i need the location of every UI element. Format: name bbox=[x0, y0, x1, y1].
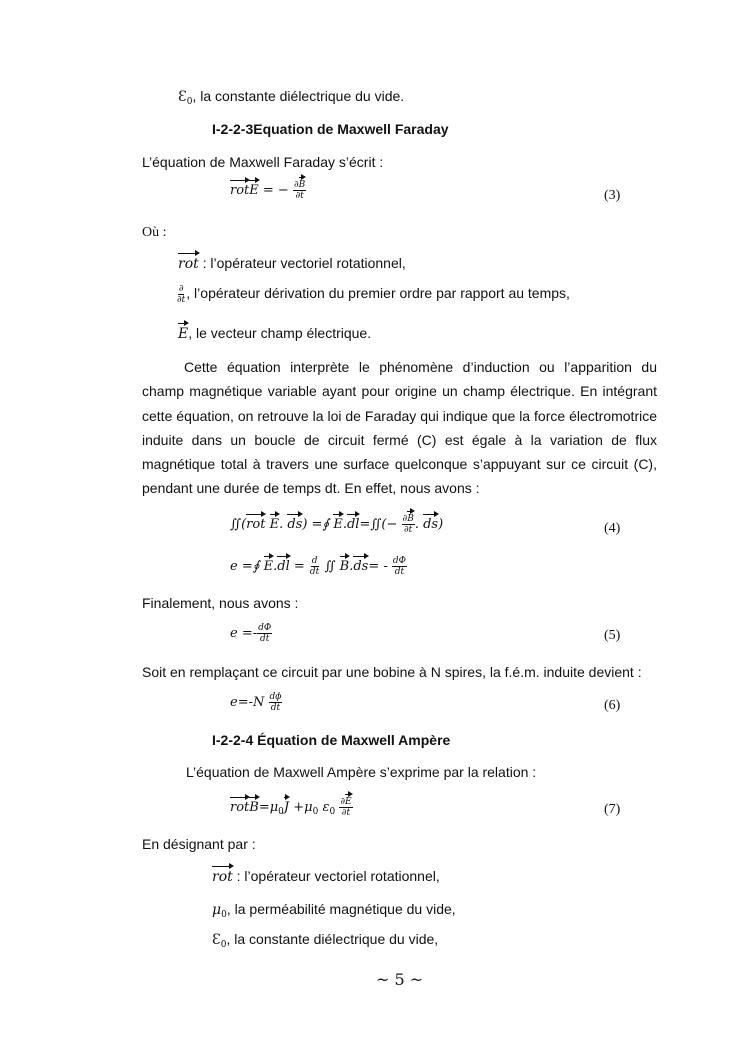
definition2-mu: $\mu_0$, la perméabilité magnétique du vide, bbox=[212, 901, 456, 920]
epsilon0-definition-text: , la constante diélectrique du vide. bbox=[192, 88, 405, 104]
definition-partial-text: , l’opérateur dérivation du premier ordre par rapport au temps, bbox=[186, 285, 570, 302]
equation-7-number: (7) bbox=[604, 802, 621, 817]
equation-7: $rotB=\mu_0J +\mu_0$ $\varepsilon_0$ $\frac{\partial E}{\partial t}$ bbox=[230, 797, 352, 818]
equation-3: rotE = − $\frac{\partial B}{\partial t}$ bbox=[230, 180, 306, 201]
epsilon0-definition: $Ɛ_0$, la constante diélectrique du vide. bbox=[178, 88, 405, 107]
ou-label: Où : bbox=[142, 225, 167, 240]
definition-rot: rot : l’opérateur vectoriel rotationnel, bbox=[178, 255, 406, 272]
equation-4b: e =∮ E.dl = $\frac{d}{dt}$ ∬ B.ds= - $\frac{d\Phi}{dt}$ bbox=[230, 556, 407, 577]
heading-maxwell-ampere: I-2-2-4 Équation de Maxwell Ampère bbox=[212, 732, 451, 748]
faraday-intro: L’équation de Maxwell Faraday s’écrit : bbox=[142, 154, 384, 170]
finalement-text: Finalement, nous avons : bbox=[142, 595, 299, 611]
definition-E: E, le vecteur champ électrique. bbox=[178, 325, 372, 342]
equation-5: e =- $\frac{d\Phi}{dt}$ bbox=[230, 623, 272, 644]
definition2-mu-text: , la perméabilité magnétique du vide, bbox=[226, 901, 456, 917]
ampere-intro: L’équation de Maxwell Ampère s’exprime par la relation : bbox=[186, 764, 537, 780]
equation-4: ∬(rot E. ds) =∮ E.dl=∬(− $\frac{\partial B}{\partial t}$ . ds) bbox=[230, 514, 444, 535]
equation-6-number: (6) bbox=[604, 698, 621, 713]
definition2-epsilon-text: , la constante diélectrique du vide, bbox=[226, 931, 439, 947]
paragraph-faraday: Cette équation interprète le phénomène d’induction ou l’apparition du champ magnétique variable ayant pour origine un champ électrique. En intégrant cette équation, on retrouve la loi de Faraday qui indique que la force électromotrice induite dans un boucle de circuit fermé (C) est égale à la variation de flux magnétique total à travers une surface quelconque s’appuyant sur ce circuit (C), pendant une durée de temps dt. En effet, nous avons : bbox=[142, 359, 657, 497]
definition2-rot: rot : l’opérateur vectoriel rotationnel, bbox=[212, 868, 440, 885]
equation-3-number: (3) bbox=[604, 188, 621, 203]
en-designant: En désignant par : bbox=[142, 836, 256, 852]
definition-rot-text: : l’opérateur vectoriel rotationnel, bbox=[202, 255, 406, 271]
equation-6: e=-N $\frac{d\phi}{dt}$ bbox=[230, 692, 282, 713]
bobine-text: Soit en remplaçant ce circuit par une bobine à N spires, la f.é.m. induite devient : bbox=[142, 664, 642, 680]
definition-E-text: , le vecteur champ électrique. bbox=[188, 325, 372, 341]
definition2-rot-text: : l’opérateur vectoriel rotationnel, bbox=[236, 868, 440, 884]
equation-4-number: (4) bbox=[604, 521, 621, 536]
definition2-epsilon: $Ɛ_0$, la constante diélectrique du vide, bbox=[212, 931, 439, 950]
heading-maxwell-faraday: I-2-2-3Equation de Maxwell Faraday bbox=[212, 121, 449, 137]
definition-partial: $\frac{\partial}{\partial t}$ , l’opérateur dérivation du premier ordre par rapport au temps, bbox=[177, 284, 570, 305]
equation-5-number: (5) bbox=[604, 628, 621, 643]
page-number: ~ 5 ~ bbox=[376, 970, 424, 989]
